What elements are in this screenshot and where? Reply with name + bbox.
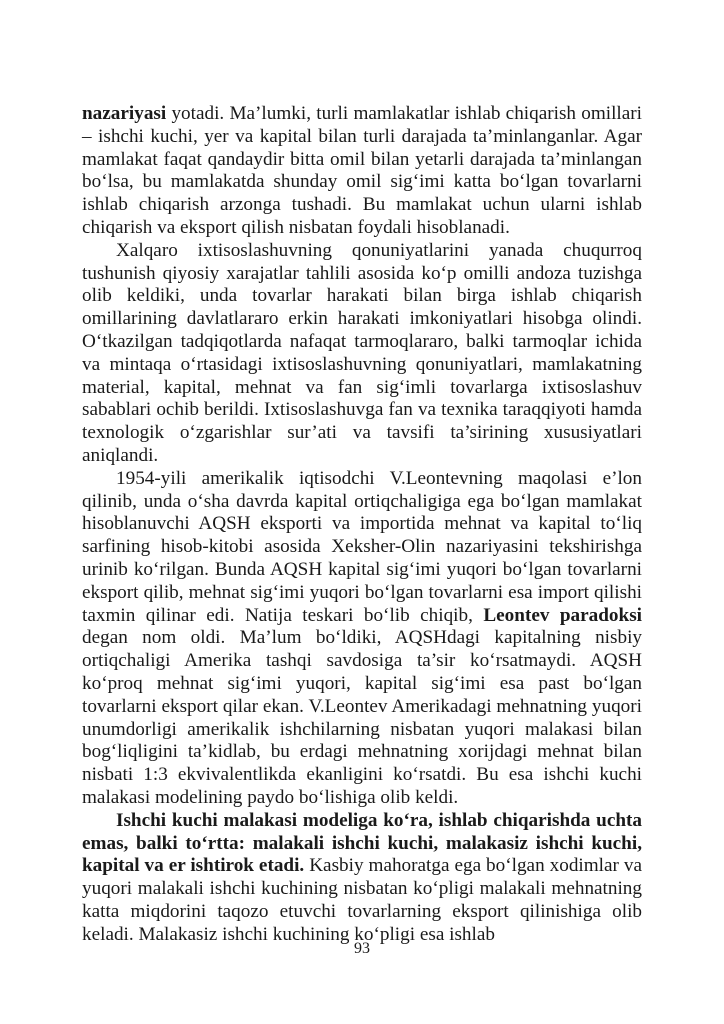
page-number: 93 — [354, 940, 370, 957]
paragraph-4 — [82, 810, 642, 947]
paragraph-3-text-a: 1954-yili amerikalik iqtisodchi V.Leontevning maqolasi e’lon qilinib, unda o‘sha davrda kapital ortiqchaligiga ega bo‘lgan mamlakat hisoblanuvchi AQSH eksporti va importida mehnat va kapital to‘liq sarfining hisob-kitobi asosida Xeksher-Olin nazariyasini tekshirishga urinib ko‘rilgan. Bunda AQSH kapital sig‘imi yuqori bo‘lgan tovarlarni eksport qilib, mehnat sig‘imi yuqori bo‘lgan tovarlarni esa import qilishi taxmin qilinar edi. Natija teskari bo‘lib chiqib, — [82, 467, 642, 626]
paragraph-2-text: Xalqaro ixtisoslashuvning qonuniyatlarini yanada chuqurroq tushunish qiyosiy xarajatlar tahlili asosida ko‘p omilli andoza tuzishga olib keldiki, unda tovarlar harakati bilan birga ishlab chiqarish omillarining davlatlararo erkin harakati imkoniyatlari hisobga olindi. O‘tkazilgan tadqiqotlarda nafaqat tarmoqlararo, balki tarmoqlar ichida va mintaqa o‘rtasidagi ixtisoslashuvning qonuniyatlari, mamlakatning material, kapital, mehnat va fan sig‘imli tovarlarga ixtisoslashuv sabablari ochib berildi. Ixtisoslashuvga fan va texnika taraqqiyoti hamda texnologik o‘zgarishlar sur’ati va tavsifi ta’sirining xususiyatlari aniqlandi. — [82, 239, 642, 466]
paragraph-4-text: Kasbiy mahoratga ega bo‘lgan xodimlar va yuqori malakali ishchi kuchining nisbatan ko‘pligi malakali mehnatning katta miqdorini taqozo etuvchi tovarlarning eksport qilinishiga olib keladi. Malakasiz ishchi kuchining ko‘pligi esa ishlab — [82, 855, 642, 945]
page-body — [82, 103, 642, 946]
paragraph-3 — [82, 468, 642, 810]
paragraph-1 — [82, 103, 642, 240]
term-nazariyasi: nazariyasi — [82, 103, 167, 124]
paragraph-3-text-b: degan nom oldi. Ma’lum bo‘ldiki, AQSHdagi kapitalning nisbiy ortiqchaligi Amerika tashqi savdosiga ta’sir ko‘rsatmaydi. AQSH ko‘proq mehnat sig‘imi yuqori, kapital sig‘imi esa past bo‘lgan tovarlarni eksport qilar ekan. V.Leontev Amerikadagi mehnatning yuqori unumdorligi amerikalik ishchilarning nisbatan yuqori malakasi bilan bog‘liqligini ta’kidlab, bu erdagi mehnatning xorijdagi mehnat bilan nisbati 1:3 ekvivalentlikda ekanligini ko‘rsatdi. Bu esa ishchi kuchi malakasi modelining paydo bo‘lishiga olib keldi. — [82, 627, 642, 808]
term-leontev-paradoksi: Leontev paradoksi — [483, 604, 642, 626]
paragraph-2 — [82, 240, 642, 468]
paragraph-4-lead: Ishchi kuchi malakasi modeliga ko‘ra, ishlab chiqarishda uchta emas, balki to‘rtta: malakali ishchi kuchi, malakasiz ishchi kuchi, kapital va er ishtirok etadi. — [82, 809, 642, 877]
paragraph-1-text: yotadi. Ma’lumki, turli mamlakatlar ishlab chiqarish omillari – ishchi kuchi, yer va kapital bilan turli darajada ta’minlanganlar. Agar mamlakat faqat qandaydir bitta omil bilan yetarli darajada ta’minlangan bo‘lsa, bu mamlakatda shunday omil sig‘imi katta bo‘lgan tovarlarni ishlab chiqarish arzonga tushadi. Bu mamlakat uchun ularni ishlab chiqarish va eksport qilish nisbatan foydali hisoblanadi. — [82, 103, 642, 238]
